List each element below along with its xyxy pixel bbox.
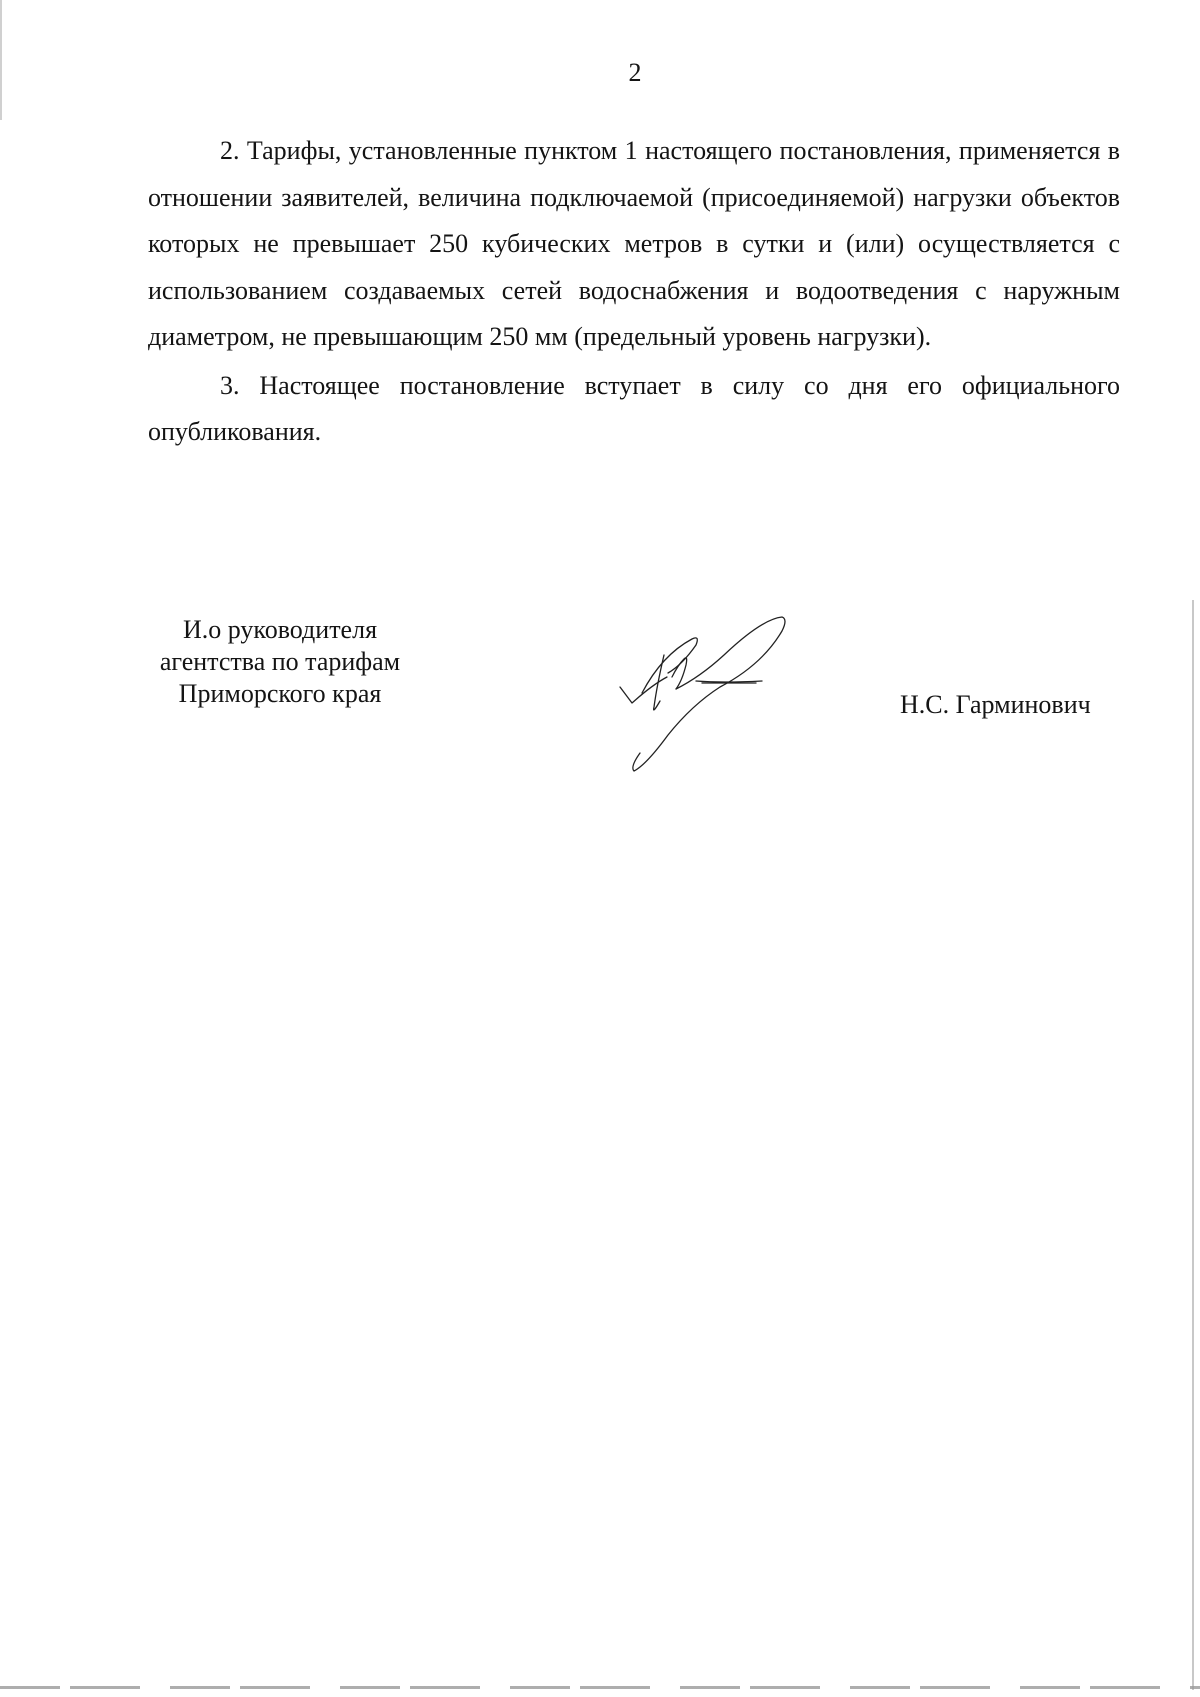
- page-number: 2: [628, 58, 642, 87]
- document-body: [148, 128, 1120, 456]
- signer-name: Н.С. Гарминович: [900, 690, 1091, 719]
- signer-position-line: Приморского края: [178, 679, 382, 708]
- signer-position-line: агентства по тарифам: [159, 647, 401, 676]
- signer-position: [140, 614, 420, 710]
- scan-edge-right: [1192, 600, 1194, 1690]
- paragraph-3: 3. Настоящее постановление вступает в силу со дня его официального опубликования.: [148, 370, 1120, 446]
- handwritten-signature: [612, 615, 812, 775]
- signer-position-line: И.о руководителя: [182, 615, 378, 644]
- paragraph-2: 2. Тарифы, установленные пунктом 1 настоящего постановления, применяется в отношении заявителей, величина подключаемой (присоединяемой) нагрузки объектов которых не превышает 250 кубических метров в сутки и (или) осуществляется с использованием создаваемых сетей водоснабжения и водоотведения с наружным диаметром, не превышающим 250 мм (предельный уровень нагрузки).: [148, 136, 1120, 351]
- scan-edge-bottom: [0, 1686, 1200, 1689]
